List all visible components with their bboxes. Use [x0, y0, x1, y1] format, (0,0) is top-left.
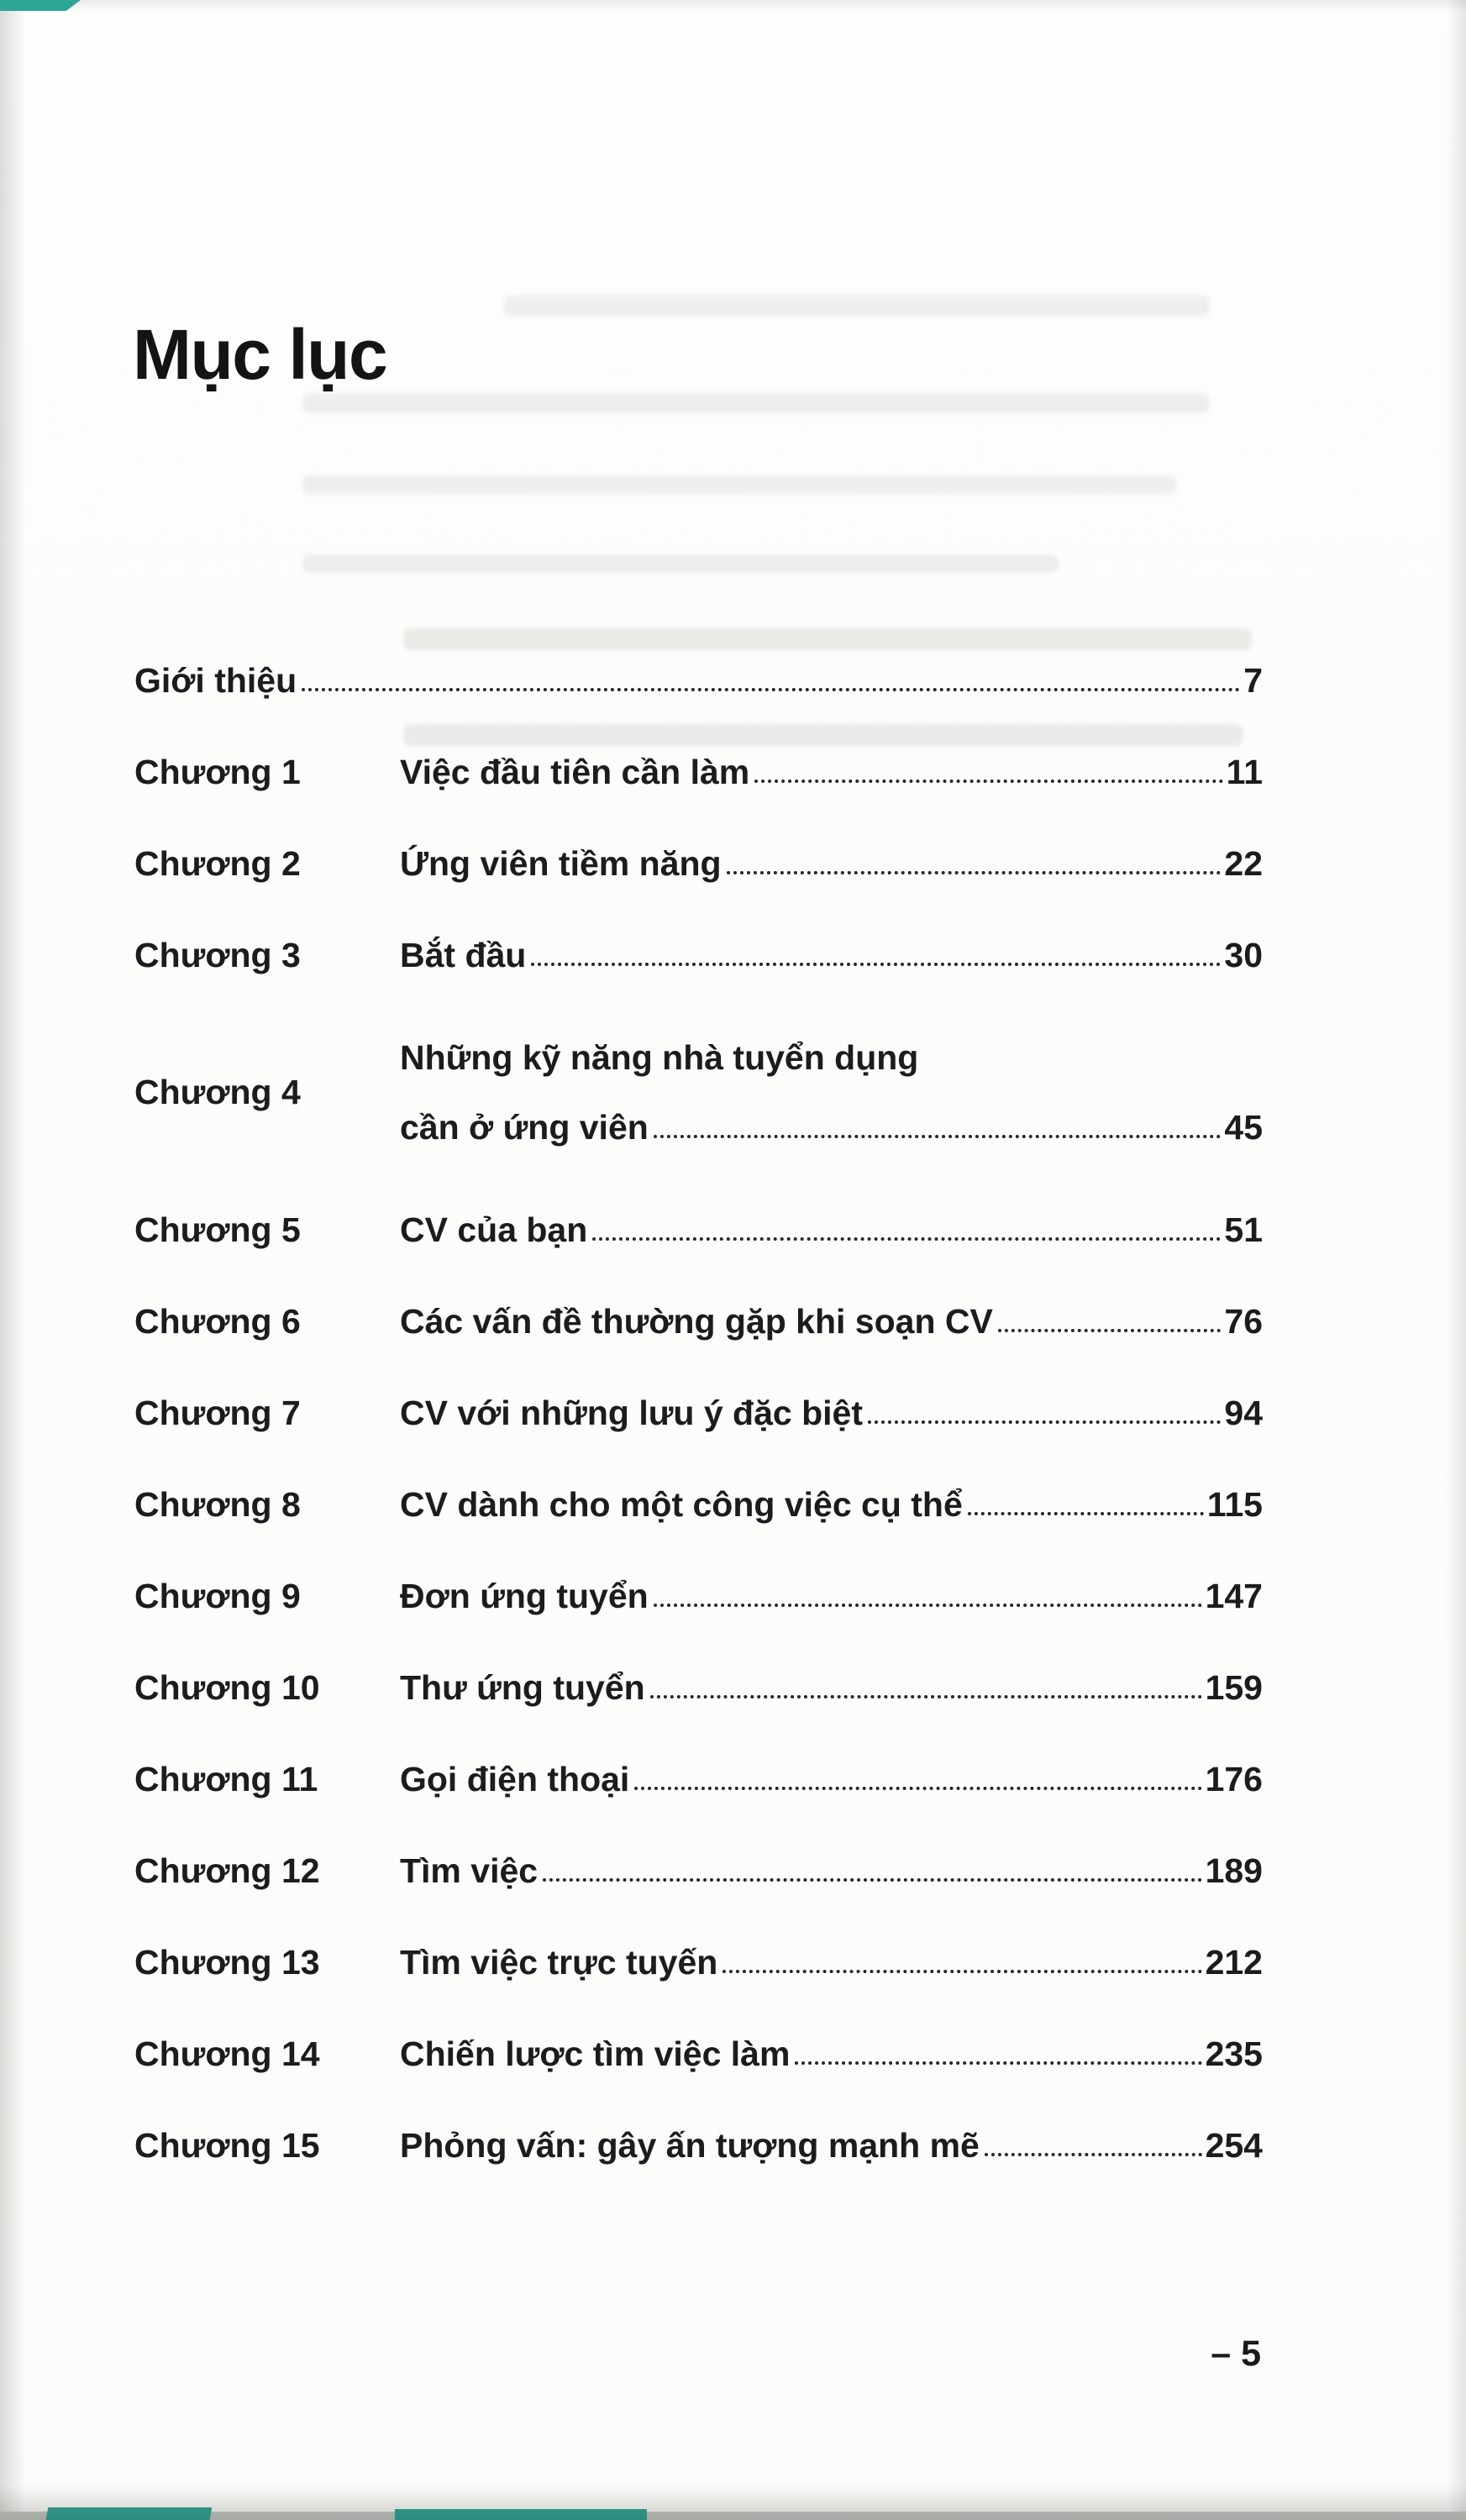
toc-entry-line [400, 1942, 1263, 1982]
toc-page-number: 30 [1224, 935, 1263, 974]
scan-edge-top [0, 0, 1466, 12]
toc-entry-line [400, 1761, 1263, 1798]
scan-edge-left [0, 0, 25, 2520]
toc-entry-body [400, 754, 1263, 790]
toc-chapter-label: Chương 3 [134, 935, 301, 974]
toc-entry [134, 1368, 1263, 1459]
toc-chapter-label: Chương 4 [134, 1073, 301, 1112]
dot-leader [985, 2153, 1202, 2156]
toc-title: Chiến lược tìm việc làm [400, 2034, 791, 2073]
toc-list [134, 635, 1263, 2192]
toc-entry-line [400, 937, 1263, 974]
toc-entry-body [134, 660, 1263, 700]
toc-page-number: 159 [1205, 1667, 1263, 1707]
toc-entry [134, 1825, 1263, 1917]
toc-entry-body [400, 1301, 1263, 1341]
toc-page-number: 212 [1205, 1942, 1263, 1982]
cover-sliver-bottom-left [46, 2507, 213, 2520]
toc-entry-body [400, 2125, 1263, 2165]
toc-page-number: 7 [1243, 660, 1263, 700]
toc-entry [134, 1917, 1263, 2008]
toc-page-number: 51 [1224, 1210, 1263, 1249]
dot-leader [722, 1970, 1201, 1973]
toc-entry [134, 818, 1263, 910]
toc-title: Tìm việc [400, 1851, 539, 1890]
dot-leader [654, 1135, 1222, 1138]
bleed-through-line [302, 393, 1210, 413]
toc-page-number: 176 [1205, 1759, 1263, 1798]
scan-edge-bottom-strip [0, 2512, 1466, 2520]
toc-chapter-label: Chương 10 [134, 1667, 320, 1707]
bleed-through-line [504, 296, 1210, 316]
toc-entry-line [400, 843, 1263, 883]
toc-page-number: 94 [1224, 1393, 1263, 1432]
toc-chapter-label: Chương 5 [134, 1210, 301, 1249]
toc-entry [134, 1734, 1263, 1825]
toc-entry [134, 910, 1263, 1001]
toc-entry [134, 635, 1263, 727]
toc-title: Việc đầu tiên cần làm [400, 752, 750, 791]
dot-leader [650, 1695, 1202, 1698]
toc-entry-body [400, 1853, 1263, 1889]
toc-title: CV dành cho một công việc cụ thể [400, 1484, 963, 1524]
toc-chapter-label: Chương 14 [134, 2034, 320, 2073]
toc-entry [134, 1551, 1263, 1642]
toc-entry [134, 1642, 1263, 1734]
toc-entry [134, 2008, 1263, 2100]
toc-page-number: 254 [1205, 2125, 1263, 2165]
toc-title-line: Những kỹ năng nhà tuyển dụng [400, 1037, 919, 1077]
toc-page-number: 11 [1226, 752, 1263, 791]
toc-chapter-label: Chương 15 [134, 2125, 320, 2165]
toc-chapter-label: Chương 7 [134, 1393, 301, 1432]
dot-leader [795, 2061, 1201, 2065]
toc-chapter-label: Chương 12 [134, 1851, 320, 1890]
toc-title: Các vấn đề thường gặp khi soạn CV [400, 1301, 993, 1341]
toc-title: CV của bạn [400, 1210, 588, 1249]
toc-chapter-label: Chương 1 [134, 752, 301, 791]
toc-entry-body [400, 1037, 1263, 1147]
toc-entry [134, 1276, 1263, 1368]
toc-entry-line [400, 1578, 1263, 1614]
toc-entry-body [400, 1212, 1263, 1248]
toc-title: Phỏng vấn: gây ấn tượng mạnh mẽ [400, 2125, 980, 2165]
toc-entry-body [400, 1484, 1263, 1524]
toc-entry-body [400, 1942, 1263, 1982]
dot-leader [531, 963, 1221, 966]
toc-page-number: 235 [1205, 2034, 1263, 2073]
dot-leader [302, 688, 1240, 691]
toc-entry-line [134, 660, 1263, 700]
dot-leader [543, 1878, 1201, 1882]
toc-entry [134, 1184, 1263, 1276]
toc-page-number: 76 [1224, 1301, 1263, 1341]
toc-entry-line [400, 2036, 1263, 2072]
cover-sliver-top-left [0, 0, 81, 11]
toc-page-number: 115 [1206, 1484, 1263, 1524]
dot-leader [634, 1787, 1201, 1790]
cover-sliver-bottom-center [395, 2509, 647, 2520]
toc-entry-body [400, 2036, 1263, 2072]
toc-entry-line [400, 1484, 1263, 1524]
toc-entry [134, 1459, 1263, 1551]
toc-title: Giới thiệu [134, 660, 297, 700]
toc-chapter-label: Chương 11 [134, 1759, 318, 1798]
toc-entry [134, 1001, 1263, 1184]
dot-leader [754, 780, 1222, 783]
toc-entry-line [400, 1853, 1263, 1889]
toc-entry-line [400, 1395, 1263, 1431]
toc-entry-line [400, 1110, 1263, 1146]
toc-chapter-label: Chương 8 [134, 1484, 301, 1524]
toc-page-number: 189 [1205, 1851, 1263, 1890]
toc-entry-line [400, 1212, 1263, 1248]
dot-leader [592, 1237, 1221, 1241]
toc-entry [134, 2100, 1263, 2192]
toc-entry-line [400, 1667, 1263, 1707]
toc-entry-line [400, 754, 1263, 790]
toc-entry-body [400, 1578, 1263, 1614]
toc-title: Ứng viên tiềm năng [400, 843, 722, 883]
toc-entry-body [400, 1761, 1263, 1798]
toc-entry-line [400, 2125, 1263, 2165]
page-title: Mục lục [133, 315, 387, 395]
scan-edge-right [1446, 0, 1466, 2520]
toc-title: Thư ứng tuyển [400, 1667, 645, 1707]
toc-entry [134, 727, 1263, 818]
toc-entry-body [400, 1667, 1263, 1707]
toc-page-number: 147 [1205, 1576, 1263, 1615]
toc-page-number: 22 [1224, 843, 1263, 883]
toc-entry-line [400, 1301, 1263, 1341]
bleed-through-line [302, 554, 1059, 573]
toc-title: Tìm việc trực tuyến [400, 1942, 718, 1982]
dot-leader [968, 1512, 1204, 1515]
toc-title: Gọi điện thoại [400, 1759, 630, 1798]
toc-entry-body [400, 937, 1263, 974]
toc-chapter-label: Chương 2 [134, 843, 301, 883]
toc-entry-body [400, 843, 1263, 883]
dot-leader [654, 1604, 1202, 1607]
dot-leader [998, 1329, 1222, 1332]
toc-page-number: 45 [1224, 1108, 1263, 1147]
toc-title: cần ở ứng viên [400, 1108, 649, 1147]
toc-chapter-label: Chương 9 [134, 1576, 301, 1615]
dot-leader [868, 1420, 1221, 1424]
toc-chapter-label: Chương 6 [134, 1301, 301, 1341]
toc-title: Đơn ứng tuyển [400, 1576, 649, 1615]
bleed-through-line [302, 475, 1176, 494]
toc-entry-body [400, 1395, 1263, 1431]
dot-leader [727, 871, 1222, 874]
toc-chapter-label: Chương 13 [134, 1942, 320, 1982]
toc-title: CV với những lưu ý đặc biệt [400, 1393, 863, 1432]
toc-title: Bắt đầu [400, 935, 527, 974]
folio-page-number: – 5 [1211, 2334, 1261, 2374]
